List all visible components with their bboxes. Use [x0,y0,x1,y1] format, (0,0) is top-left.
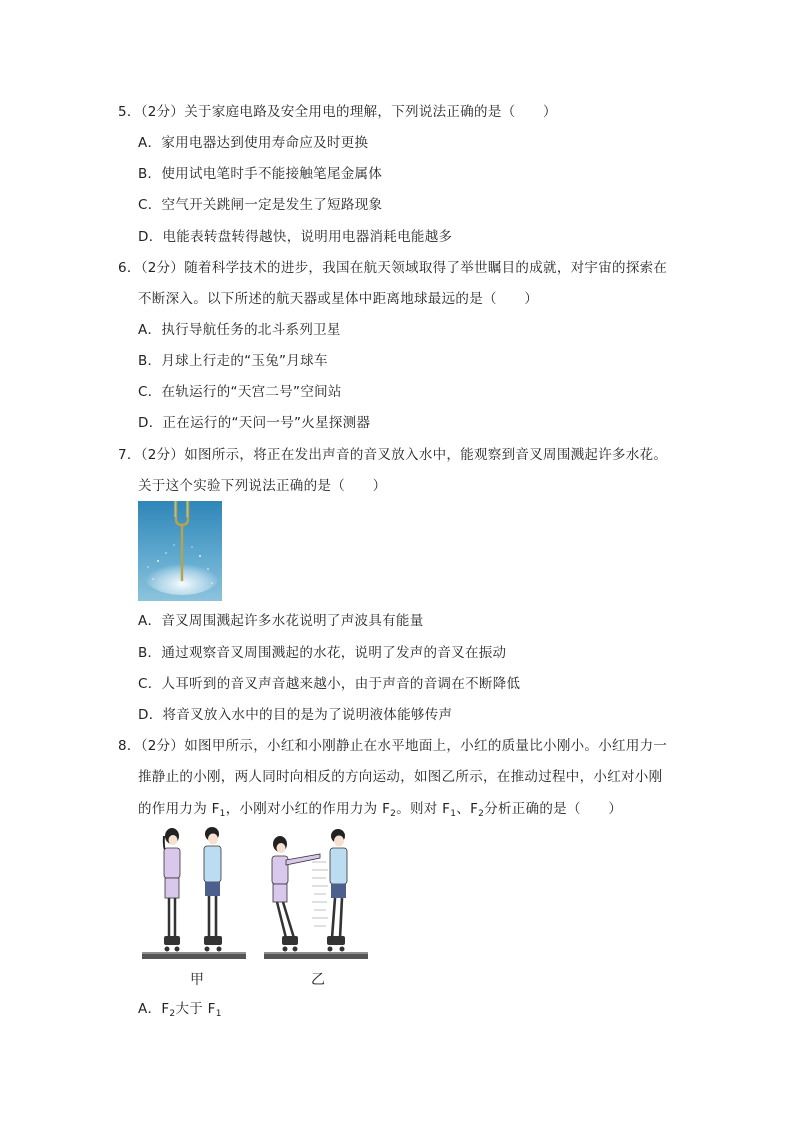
q7-stem-line1: 7．（2分）如图所示，将正在发出声音的音叉放入水中，能观察到音叉周围溅起许多水花。 [118,447,668,463]
girl-figure [163,828,180,952]
q6-option-d: D．正在运行的“天问一号”火星探测器 [138,415,371,431]
q6-stem-line1: 6．（2分）随着科学技术的进步，我国在航天领域取得了举世瞩目的成就，对宇宙的探索在 [118,260,668,276]
q7-option-c: C．人耳听到的音叉声音越来越小，由于声音的音调在不断降低 [138,676,521,692]
q5-option-a: A．家用电器达到使用寿命应及时更换 [138,135,369,151]
boy-pushed-figure [327,829,347,952]
q5-option-c: C．空气开关跳闸一定是发生了短路现象 [138,197,383,213]
figure-caption-yi: 乙 [311,972,325,988]
q5-option-b: B．使用试电笔时手不能接触笔尾金属体 [138,166,383,182]
girl-pushing-figure [272,836,320,952]
boy-figure [204,827,222,952]
q8-stem-line3: 的作用力为 $F_1$，小刚对小红的作用力为 $F_2$。则对 $F_1$、$F_2$分析正确的是（ ） [138,801,623,819]
q6-option-b: B．月球上行走的“玉兔”月球车 [138,353,328,369]
q7-option-d: D．将音叉放入水中的目的是为了说明液体能够传声 [138,707,453,723]
q7-option-b: B．通过观察音叉周围溅起的水花，说明了发声的音叉在振动 [138,645,507,661]
figure-caption-jia: 甲 [190,972,204,988]
figure-jia-standing-skaters [142,822,246,962]
q8-stem-line1: 8．（2分）如图甲所示，小红和小刚静止在水平地面上，小红的质量比小刚小。小红用力一 [118,738,668,754]
q8-stem-line2: 推静止的小刚，两人同时向相反的方向运动，如图乙所示，在推动过程中，小红对小刚 [138,769,663,785]
q6-option-a: A．执行导航任务的北斗系列卫星 [138,322,341,338]
q6-option-c: C．在轨运行的“天宫二号”空间站 [138,384,342,400]
q7-option-a: A．音叉周围溅起许多水花说明了声波具有能量 [138,613,424,629]
q7-stem-line2: 关于这个实验下列说法正确的是（ ） [138,478,387,494]
figure-yi-pushing-skaters [264,822,368,962]
q6-stem-line2: 不断深入。以下所述的航天器或星体中距离地球最远的是（ ） [138,291,539,307]
tuning-fork-water-photo [138,501,222,601]
q5-stem: 5．（2分）关于家庭电路及安全用电的理解，下列说法正确的是（ ） [118,104,557,120]
q5-option-d: D．电能表转盘转得越快，说明用电器消耗电能越多 [138,229,453,245]
q8-option-a: A．$F_2$大于 $F_1$ [138,1001,222,1019]
